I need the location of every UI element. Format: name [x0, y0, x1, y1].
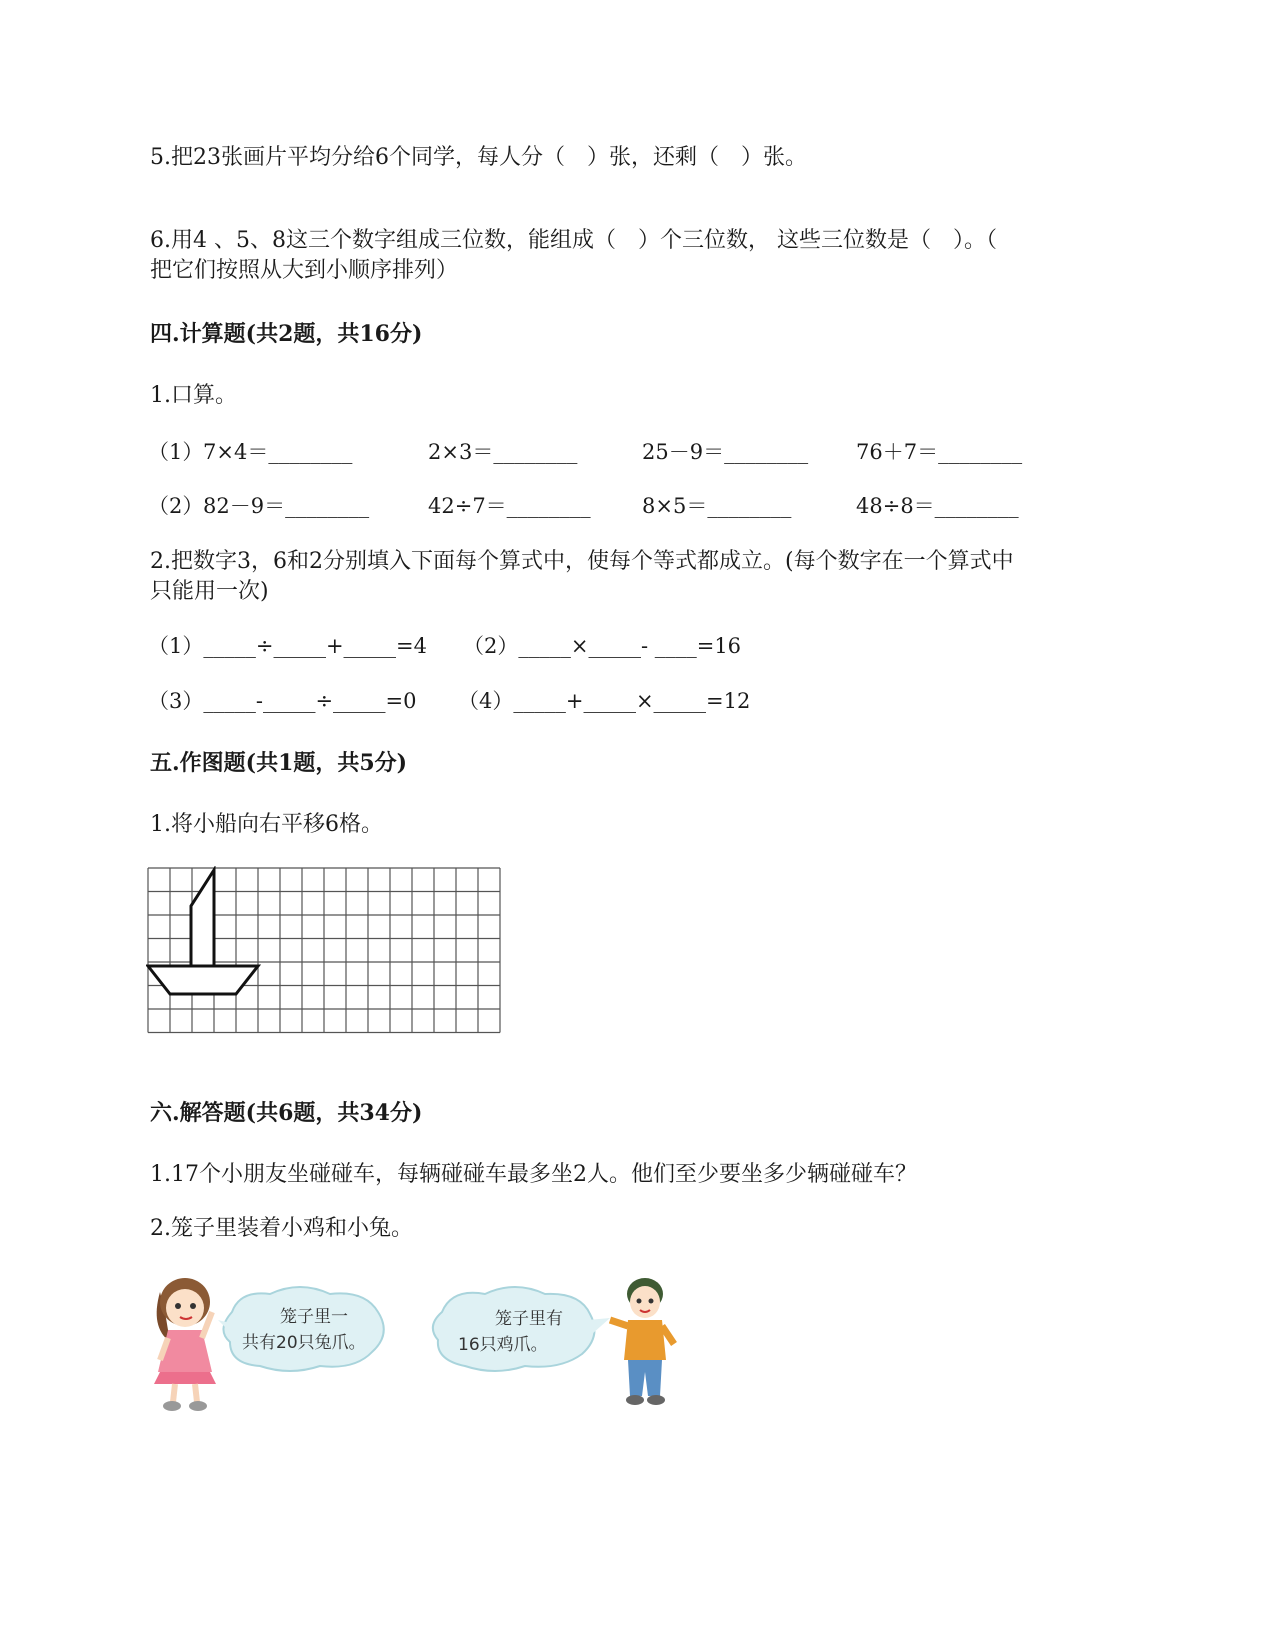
row-label: （2）: [148, 494, 204, 518]
section-6-title: 六.解答题(共6题，共34分): [150, 1100, 423, 1126]
section-5-title: 五.作图题(共1题，共5分): [150, 750, 408, 776]
equation: （2）_____×_____- ____=16: [463, 634, 742, 658]
question-5: 5.把23张画片平均分给6个同学，每人分（ ）张，还剩（ ）张。: [150, 145, 807, 170]
section-4-q2-line2: 只能用一次): [150, 579, 269, 604]
girl-bubble-line1: 笼子里一: [280, 1307, 348, 1327]
question-6-line2: 把它们按照从大到小顺序排列）: [150, 258, 459, 283]
calc-item: 25－9＝________: [642, 440, 809, 464]
boat-sail: [191, 870, 214, 966]
girl-speech-bubble: [218, 1287, 384, 1371]
calc-item: 7×4＝________: [203, 440, 353, 464]
calc-item: 76＋7＝________: [856, 440, 1023, 464]
section-4-q1-title: 1.口算。: [150, 383, 237, 408]
calc-item: 48÷8＝________: [856, 494, 1019, 518]
chicken-rabbit-illustration: [140, 1272, 700, 1422]
calc-item: 82－9＝________: [203, 494, 370, 518]
calc-item: 2×3＝________: [428, 440, 578, 464]
section-4-title: 四.计算题(共2题，共16分): [150, 321, 423, 347]
boy-bubble-line1: 笼子里有: [495, 1309, 563, 1329]
equation: （3）_____-_____÷_____=0: [148, 689, 417, 713]
boy-speech-bubble: [433, 1287, 610, 1371]
equation: （4）_____+_____×_____=12: [458, 689, 751, 713]
girl-figure: [154, 1278, 216, 1411]
row-label: （1）: [148, 440, 204, 464]
question-6-line1: 6.用4 、5、8这三个数字组成三位数，能组成（ ）个三位数， 这些三位数是（ ）。（: [150, 228, 997, 253]
boy-bubble-line2: 16只鸡爪。: [458, 1335, 548, 1355]
boat-hull: [148, 966, 258, 994]
section-6-q2: 2.笼子里装着小鸡和小兔。: [150, 1216, 413, 1241]
girl-bubble-line2: 共有20只兔爪。: [242, 1333, 366, 1353]
section-6-q1: 1.17个小朋友坐碰碰车，每辆碰碰车最多坐2人。他们至少要坐多少辆碰碰车？: [150, 1162, 917, 1187]
boat-grid-figure: [146, 866, 508, 1038]
section-5-q1: 1.将小船向右平移6格。: [150, 812, 383, 837]
equation: （1）_____÷_____+_____=4: [148, 634, 428, 658]
calc-item: 8×5＝________: [642, 494, 792, 518]
boy-figure: [610, 1278, 674, 1405]
calc-item: 42÷7＝________: [428, 494, 591, 518]
section-4-q2-line1: 2.把数字3，6和2分别填入下面每个算式中，使每个等式都成立。(每个数字在一个算式中: [150, 549, 1014, 574]
